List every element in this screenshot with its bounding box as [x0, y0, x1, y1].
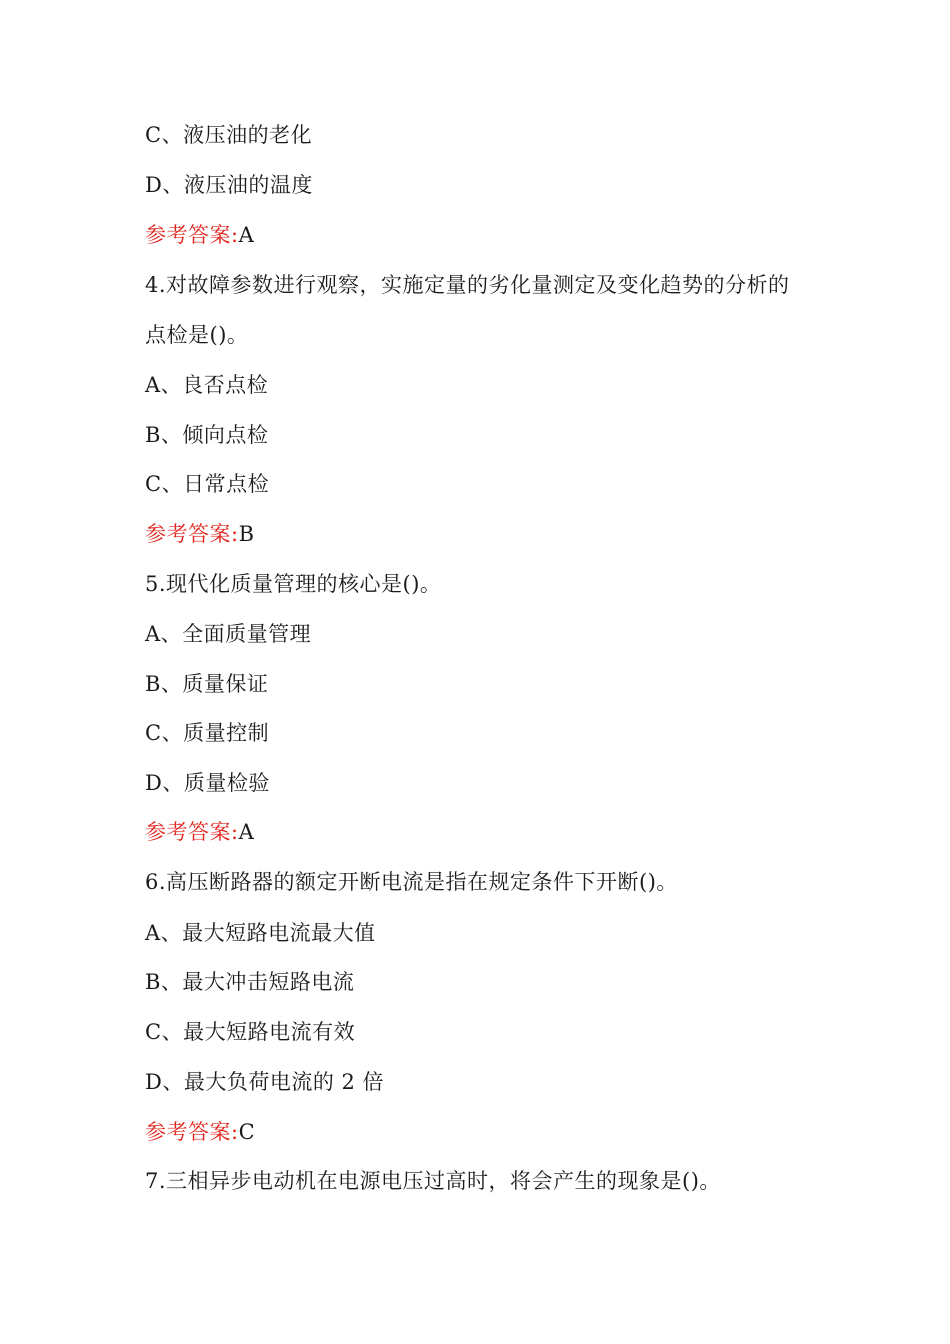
question-continuation: 点检是()。: [145, 323, 249, 347]
answer-value: B: [238, 522, 255, 546]
option-line: C、质量控制: [145, 721, 270, 745]
option-line: C、最大短路电流有效: [145, 1020, 356, 1044]
option-line: A、良否点检: [145, 373, 269, 397]
option-line: A、全面质量管理: [145, 622, 312, 646]
question-line: 4.对故障参数进行观察，实施定量的劣化量测定及变化趋势的分析的: [145, 273, 790, 297]
option-line: B、质量保证: [145, 672, 269, 696]
option-line: B、最大冲击短路电流: [145, 970, 355, 994]
answer-label: 参考答案:: [145, 223, 239, 247]
answer-line: [145, 817, 254, 847]
question-line: 6.高压断路器的额定开断电流是指在规定条件下开断()。: [145, 870, 678, 894]
answer-value: C: [238, 1120, 256, 1144]
answer-label: 参考答案:: [145, 1120, 239, 1144]
answer-label: 参考答案:: [145, 522, 239, 546]
option-line: D、液压油的温度: [145, 173, 313, 197]
option-line: B、倾向点检: [145, 423, 269, 447]
answer-line: [145, 220, 254, 250]
option-line: D、质量检验: [145, 771, 270, 795]
option-line: D、最大负荷电流的 2 倍: [145, 1070, 385, 1094]
answer-value: A: [238, 223, 255, 247]
option-line: A、最大短路电流最大值: [145, 921, 376, 945]
option-line: C、液压油的老化: [145, 123, 313, 147]
option-line: C、日常点检: [145, 472, 270, 496]
answer-line: [145, 1117, 255, 1147]
question-line: 5.现代化质量管理的核心是()。: [145, 572, 442, 596]
answer-label: 参考答案:: [145, 820, 239, 844]
answer-line: [145, 519, 255, 549]
answer-value: A: [238, 820, 255, 844]
question-line: 7.三相异步电动机在电源电压过高时，将会产生的现象是()。: [145, 1169, 721, 1193]
